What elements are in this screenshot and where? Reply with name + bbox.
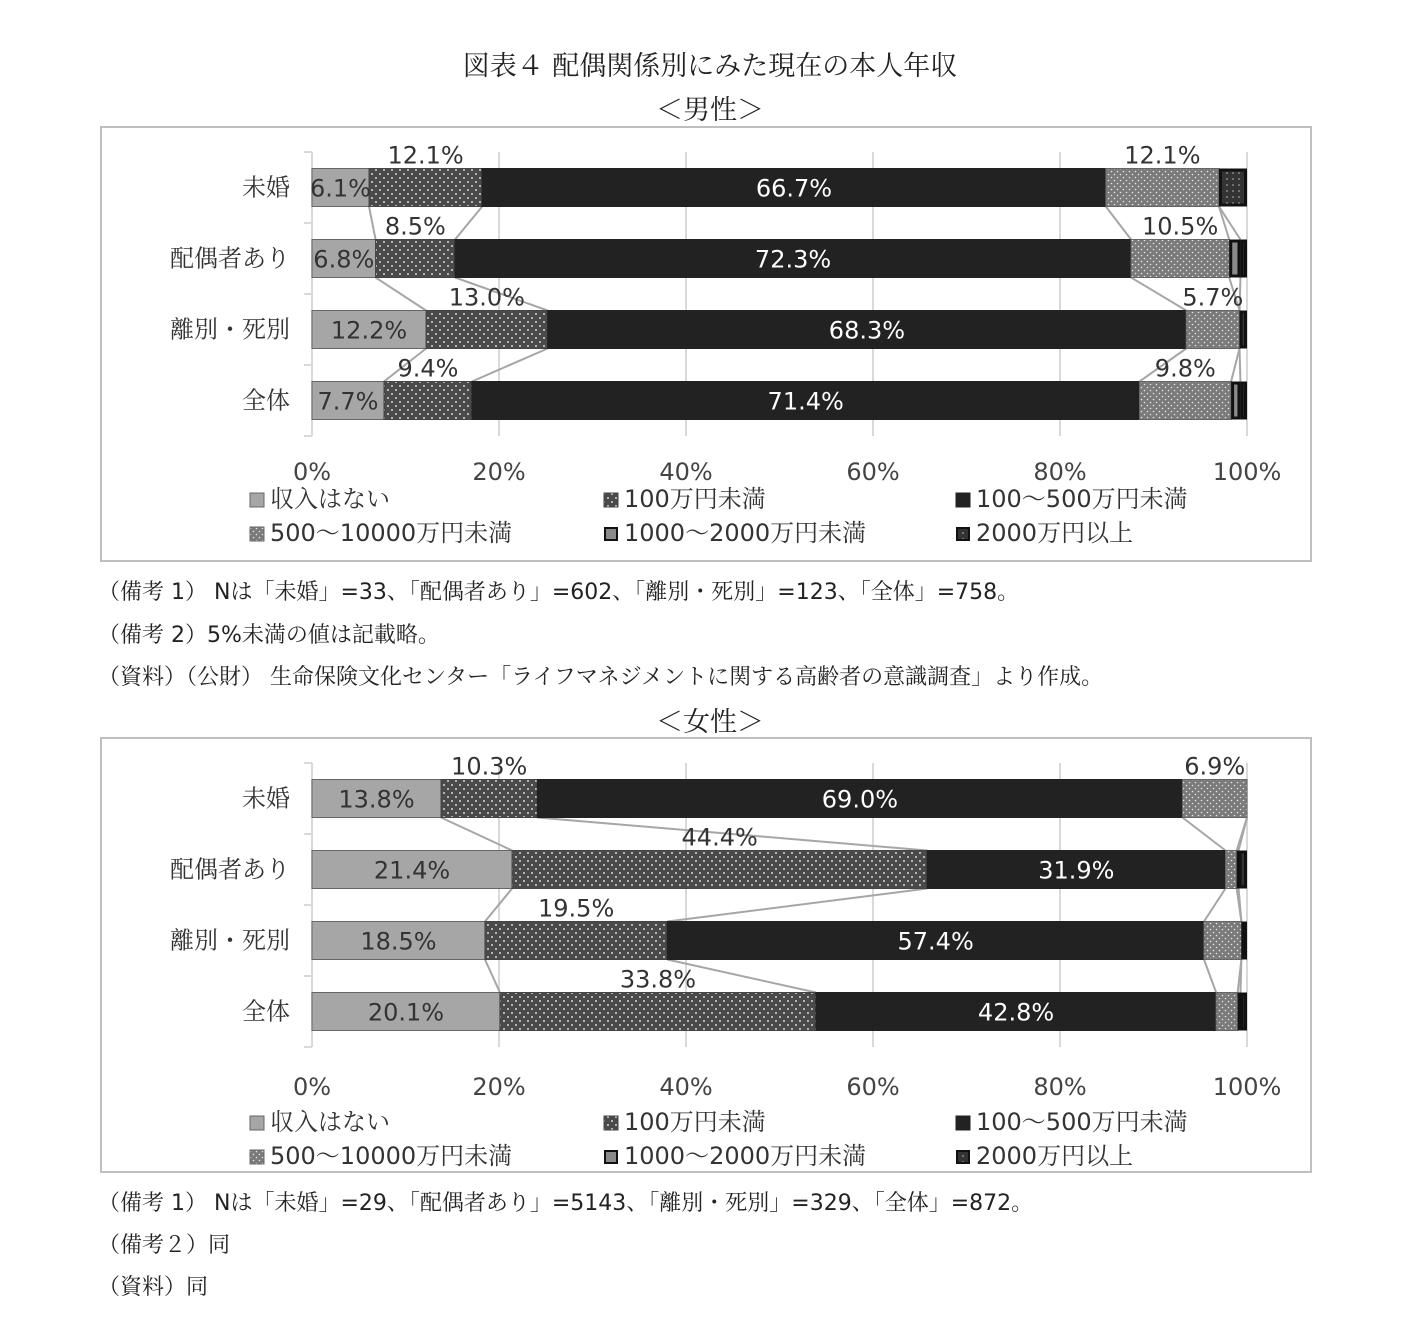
female-bar-segment — [1242, 994, 1246, 1029]
female-series-line — [1204, 960, 1216, 993]
male-legend-swatch — [604, 493, 618, 507]
male-category-label: 離別・死別 — [170, 315, 290, 344]
male-category-label: 全体 — [242, 386, 290, 415]
female-legend-swatch — [957, 1151, 969, 1163]
female-note-1: （備考 1） Nは「未婚」=29、「配偶者あり」=5143、「離別・死別」=329、「全体」=872。 — [98, 1191, 1034, 1216]
female-data-label: 21.4% — [373, 856, 451, 885]
male-x-tick-label: 80% — [1033, 458, 1087, 486]
male-data-label: 66.7% — [755, 174, 833, 203]
female-bar-segment — [1225, 851, 1236, 889]
female-legend-label: 2000万円以上 — [976, 1142, 1134, 1170]
male-bar-segment — [1131, 240, 1229, 278]
female-data-label: 57.4% — [897, 927, 974, 956]
female-bar-segment — [485, 922, 667, 960]
male-chart-frame — [100, 126, 1312, 562]
female-category-label: 離別・死別 — [170, 926, 290, 955]
male-data-label: 72.3% — [754, 245, 832, 274]
male-chart-subtitle: ＜男性＞ — [656, 95, 764, 126]
male-series-line — [1219, 207, 1241, 240]
female-chart-frame — [100, 737, 1312, 1173]
female-chart-subtitle: ＜女性＞ — [656, 707, 764, 738]
male-source: （資料）（公財） 生命保険文化センター「ライフマネジメントに関する高齢者の意識調査」より作成。 — [98, 665, 1104, 690]
female-x-tick-label: 40% — [659, 1073, 713, 1101]
female-bar-segment — [1182, 780, 1247, 818]
male-data-label: 13.0% — [448, 283, 525, 312]
female-legend-label: 100万円未満 — [624, 1108, 766, 1136]
female-data-label: 19.5% — [538, 894, 615, 923]
male-bar-segment — [1139, 382, 1231, 420]
male-legend-label: 100万円未満 — [624, 485, 766, 513]
male-data-label: 6.8% — [313, 245, 375, 274]
male-bar-segment — [1242, 241, 1246, 276]
male-series-line — [1240, 349, 1241, 382]
female-legend-label: 1000～2000万円未満 — [624, 1142, 867, 1170]
female-legend-label: 収入はない — [270, 1108, 390, 1136]
male-legend-swatch — [605, 528, 617, 540]
female-series-line — [1240, 960, 1241, 993]
male-x-tick-label: 0% — [292, 458, 332, 486]
female-bar-segment — [500, 993, 816, 1031]
female-category-label: 全体 — [242, 997, 290, 1026]
female-bar-segment — [441, 780, 537, 818]
female-series-line — [1204, 889, 1226, 922]
male-bar-segment — [369, 169, 482, 207]
male-bar-segment — [1231, 241, 1239, 276]
female-data-label: 42.8% — [977, 998, 1055, 1027]
male-legend-label: 1000～2000万円未満 — [624, 519, 867, 547]
female-series-line — [441, 818, 512, 851]
female-series-line — [485, 960, 500, 993]
female-x-tick-label: 0% — [292, 1073, 332, 1101]
male-series-line — [472, 349, 548, 382]
male-series-line — [376, 278, 426, 311]
female-bar-segment — [512, 851, 927, 889]
male-category-label: 未婚 — [242, 173, 290, 202]
male-series-line — [455, 207, 482, 240]
female-x-tick-label: 80% — [1033, 1073, 1087, 1101]
female-legend-swatch — [956, 1116, 970, 1130]
female-series-line — [1182, 818, 1225, 851]
female-series-line — [1239, 889, 1242, 922]
male-note-2: （備考 2）5%未満の値は記載略。 — [98, 623, 440, 648]
male-series-line — [1131, 278, 1186, 311]
female-category-label: 配偶者あり — [170, 855, 290, 884]
female-series-line — [667, 889, 927, 922]
male-note-1: （備考 1） Nは「未婚」=33、「配偶者あり」=602、「離別・死別」=123、「全体」=758。 — [98, 580, 1020, 605]
male-legend-label: 100～500万円未満 — [976, 485, 1188, 513]
male-legend-swatch — [250, 493, 264, 507]
female-legend-swatch — [250, 1150, 264, 1164]
male-data-label: 12.1% — [387, 141, 464, 170]
female-data-label: 69.0% — [821, 785, 899, 814]
female-series-line — [1239, 818, 1247, 851]
male-series-line — [1231, 349, 1239, 382]
male-bar-segment — [1242, 383, 1246, 418]
female-data-label: 18.5% — [360, 927, 437, 956]
male-legend-label: 収入はない — [270, 485, 390, 513]
male-data-label: 9.4% — [397, 354, 459, 383]
male-bar-segment — [1186, 311, 1239, 349]
male-data-label: 5.7% — [1182, 283, 1244, 312]
male-series-line — [1219, 207, 1229, 240]
female-legend-label: 500～10000万円未満 — [270, 1142, 513, 1170]
female-legend-swatch — [605, 1151, 617, 1163]
female-legend-swatch — [604, 1116, 618, 1130]
male-bar-segment — [1241, 312, 1245, 347]
male-x-tick-label: 60% — [846, 458, 900, 486]
male-data-label: 7.7% — [317, 387, 379, 416]
male-bar-segment — [1220, 170, 1245, 205]
female-bar-segment — [1240, 852, 1245, 887]
female-data-label: 31.9% — [1038, 856, 1115, 885]
male-legend-swatch — [250, 527, 264, 541]
female-x-tick-label: 20% — [472, 1073, 526, 1101]
male-series-line — [369, 207, 376, 240]
female-bar-segment — [1243, 923, 1246, 958]
male-data-label: 12.1% — [1124, 141, 1201, 170]
male-data-label: 8.5% — [384, 212, 446, 241]
female-x-tick-label: 100% — [1212, 1073, 1282, 1101]
female-legend-label: 100～500万円未満 — [976, 1108, 1188, 1136]
female-category-label: 未婚 — [242, 784, 290, 813]
male-data-label: 9.8% — [1154, 354, 1216, 383]
male-income-chart — [102, 128, 1314, 564]
male-data-label: 10.5% — [1142, 212, 1219, 241]
male-legend-label: 2000万円以上 — [976, 519, 1134, 547]
female-source: （資料）同 — [98, 1275, 209, 1300]
male-bar-segment — [1233, 383, 1239, 418]
male-bar-segment — [1106, 169, 1219, 207]
female-data-label: 33.8% — [619, 965, 697, 994]
female-legend-swatch — [250, 1116, 264, 1130]
male-bar-segment — [426, 311, 548, 349]
male-data-label: 71.4% — [767, 387, 844, 416]
male-data-label: 12.2% — [330, 316, 408, 345]
female-data-label: 6.9% — [1184, 752, 1246, 781]
male-x-tick-label: 40% — [659, 458, 713, 486]
female-data-label: 20.1% — [367, 998, 445, 1027]
female-note-2: （備考２）同 — [98, 1233, 231, 1258]
male-category-label: 配偶者あり — [170, 244, 290, 273]
male-data-label: 68.3% — [828, 316, 906, 345]
page-title: 図表４ 配偶関係別にみた現在の本人年収 — [462, 51, 958, 82]
female-x-tick-label: 60% — [846, 1073, 900, 1101]
male-legend-label: 500～10000万円未満 — [270, 519, 513, 547]
male-x-tick-label: 20% — [472, 458, 526, 486]
female-bar-segment — [1204, 922, 1241, 960]
male-x-tick-label: 100% — [1212, 458, 1282, 486]
male-legend-swatch — [957, 528, 969, 540]
male-series-line — [1106, 207, 1131, 240]
male-legend-swatch — [956, 493, 970, 507]
female-income-chart — [102, 739, 1314, 1175]
female-bar-segment — [1239, 994, 1240, 1029]
male-bar-segment — [384, 382, 472, 420]
female-data-label: 10.3% — [451, 752, 528, 781]
female-data-label: 13.8% — [338, 785, 415, 814]
female-bar-segment — [1216, 993, 1238, 1031]
male-data-label: 6.1% — [310, 174, 372, 203]
male-bar-segment — [376, 240, 455, 278]
female-data-label: 44.4% — [681, 823, 758, 852]
